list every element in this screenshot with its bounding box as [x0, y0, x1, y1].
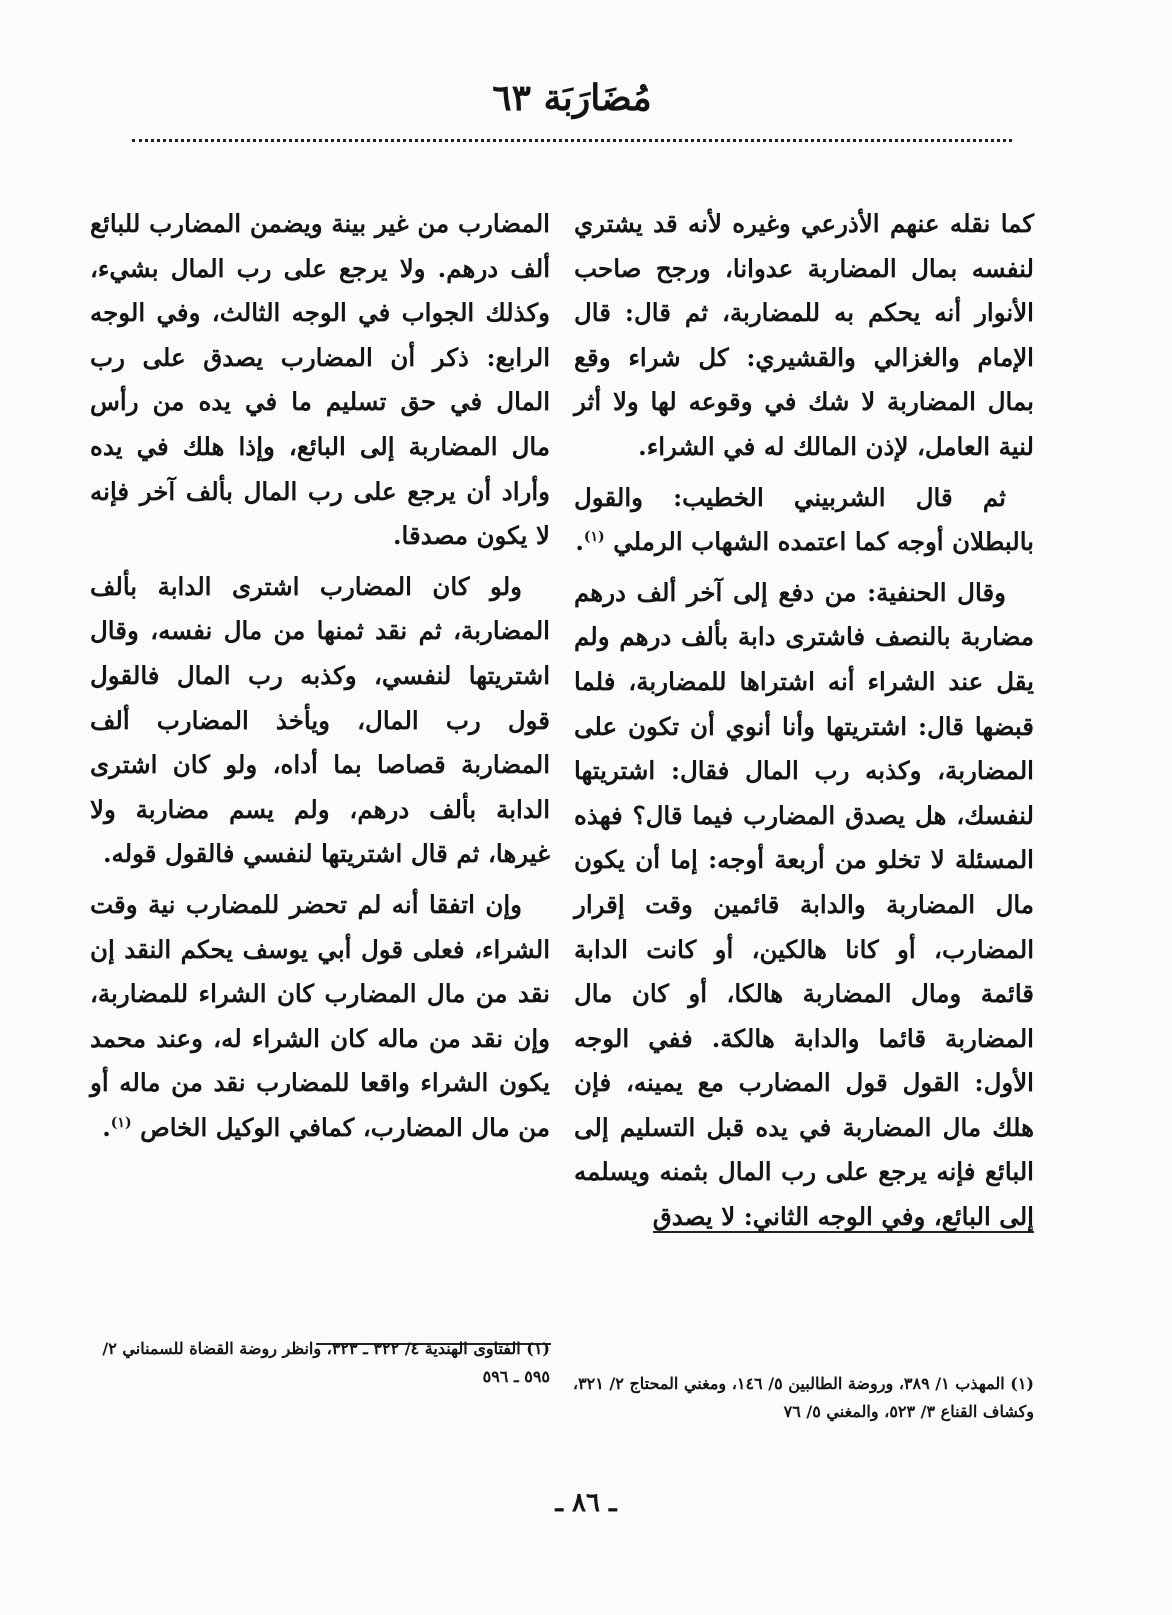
header-dotted-rule: [132, 139, 1012, 142]
right-paragraph-2-text: ثم قال الشربيني الخطيب: والقول بالبطلان أوجه كما اعتمده الشهاب الرملي: [574, 482, 1034, 557]
page-number: ـ ٨٦ ـ: [555, 1488, 617, 1518]
right-paragraph-3-text: وقال الحنفية: من دفع إلى آخر ألف درهم مضاربة بالنصف فاشترى دابة بألف درهم ولم يقل عند الشراء أنه اشتراها للمضاربة، فلما قبضها قال: اشتريتها وأنا أنوي أن تكون على المضاربة، وكذبه رب المال فقال: اشتريتها لنفسك، هل يصدق المضارب فيما قال؟ فهذه المسئلة لا تخلو من أربعة أوجه: إما أن يكون مال المضاربة والدابة قائمين وقت إقرار المضارب، أو كانا هالكين، أو كانت الدابة قائمة ومال المضاربة هالكا، أو كان مال المضاربة قائما والدابة هالكة. ففي الوجه الأول: القول قول المضارب مع يمينه، فإن هلك مال المضاربة في يده قبل التسليم إلى البائع فإنه يرجع على رب المال بثمنه ويسلمه: [574, 577, 1034, 1187]
right-paragraph-2-end: .: [575, 527, 584, 557]
left-column: [90, 202, 550, 1327]
page-header: [132, 70, 1012, 142]
footnote-ref-right: (١): [583, 529, 605, 545]
right-paragraph-2: [574, 476, 1034, 565]
left-paragraph-1: المضارب من غير بينة ويضمن المضارب للبائع ألف درهم. ولا يرجع على رب المال بشيء، وكذلك الجواب في الوجه الثالث، وفي الوجه الرابع: ذكر أن المضارب يصدق على رب المال في حق تسليم ما في يده من رأس مال المضاربة إلى البائع، وإذا هلك في يده وأراد أن يرجع على رب المال بألف آخر فإنه لا يكون مصدقا.: [90, 209, 550, 551]
right-paragraph-3-last-line: إلى البائع، وفي الوجه الثاني: لا يصدق: [652, 1202, 1034, 1232]
left-paragraph-2: ولو كان المضارب اشترى الدابة بألف المضاربة، ثم نقد ثمنها من مال نفسه، وقال اشتريتها لنفسي، وكذبه رب المال فالقول قول رب المال، ويأخذ المضارب ألف المضاربة قصاصا بما أداه، ولو كان اشترى الدابة بألف درهم، ولم يسم مضاربة ولا غيرها، ثم قال اشتريتها لنفسي فالقول قوله.: [90, 571, 550, 869]
right-paragraph-1: كما نقله عنهم الأذرعي وغيره لأنه قد يشتري لنفسه بمال المضاربة عدوانا، ورجح صاحب الأنوار أنه يحكم به للمضاربة، ثم قال: قال الإمام والغزالي والقشيري: كل شراء وقع بمال المضاربة لا شك في وقوعه لها ولا أثر لنية العامل، لإذن المالك له في الشراء.: [574, 209, 1034, 461]
left-paragraph-3-end: .: [102, 1112, 111, 1142]
footnote-right: (١) المهذب ١/ ٣٨٩، وروضة الطالبين ٥/ ١٤٦، ومغني المحتاج ٢/ ٣٢١، وكشاف القناع ٣/ ٥٢٣، والمغني ٥/ ٧٦: [572, 1374, 1034, 1421]
footnote-ref-left: (١): [110, 1114, 132, 1131]
left-paragraph-3: [90, 883, 550, 1151]
page-title: مُضَارَبَة ٦٣: [492, 77, 652, 119]
right-column: [574, 202, 1034, 1370]
right-paragraph-3: [574, 571, 1034, 1240]
left-paragraph-3-text: وإن اتفقا أنه لم تحضر للمضارب نية وقت الشراء، فعلى قول أبي يوسف يحكم النقد إن نقد من مال المضارب كان الشراء للمضاربة، وإن نقد من ماله كان الشراء له، وعند محمد يكون الشراء واقعا للمضارب نقد من ماله أو من مال المضارب، كمافي الوكيل الخاص: [90, 889, 550, 1142]
footnote-left: (١) الفتاوى الهندية ٤/ ٣٢٢ ـ ٣٢٣، وانظر روضة القضاة للسمناني ٢/ ٥٩٥ ـ ٥٩٦: [102, 1339, 550, 1386]
